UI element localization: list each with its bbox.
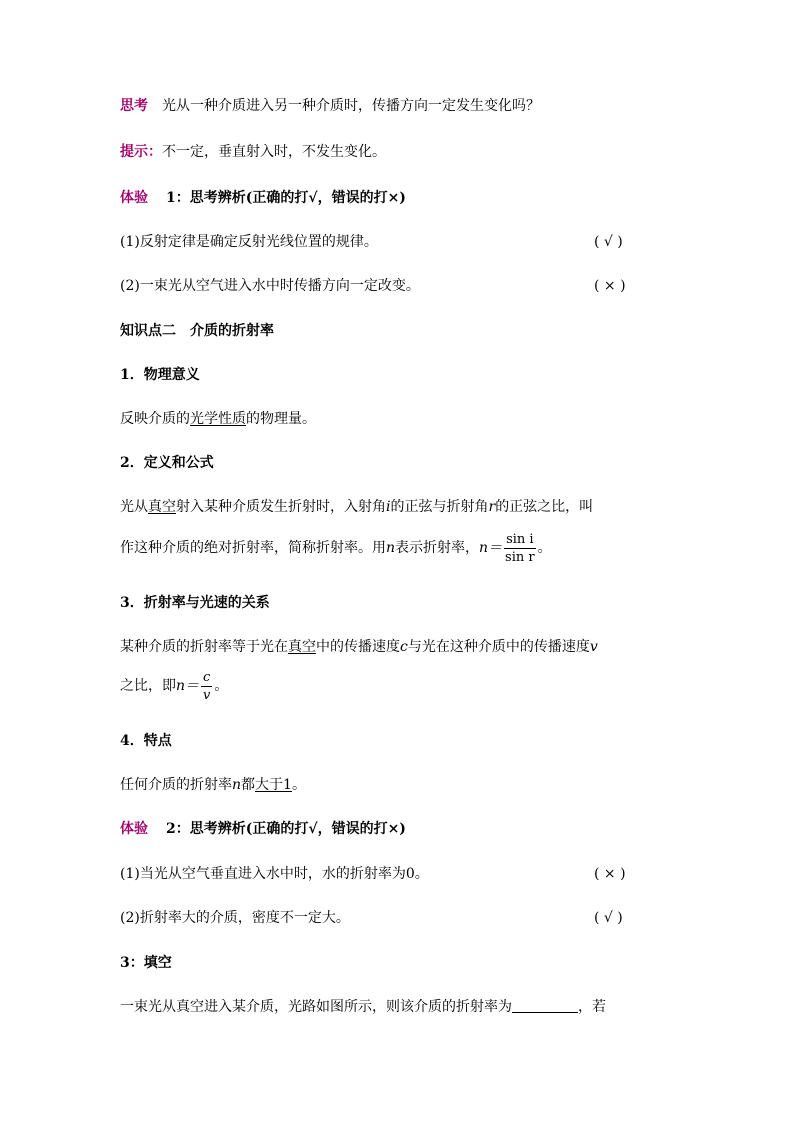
s2-l1-mid2: 的正弦与折射角: [390, 499, 489, 515]
s4-body: [120, 775, 306, 795]
s3-var-v: v: [589, 639, 598, 655]
experience-2-line: [120, 819, 406, 839]
exp2-item-2: [120, 908, 680, 928]
s3-var-c: c: [400, 639, 408, 655]
s2-var-r: r: [488, 499, 496, 515]
experience-2-text: 2：思考辨析(正确的打√，错误的打×): [166, 821, 406, 837]
s2-var-n: n: [386, 540, 396, 556]
s2-l1-underline: 真空: [148, 499, 176, 515]
s1-text-post: 的物理量。: [246, 411, 316, 427]
hint-line: [120, 142, 386, 162]
exp1-item-1-text: (1)反射定律是确定反射光线位置的规律。: [120, 234, 378, 250]
s1-body: [120, 409, 316, 429]
think-line: [120, 96, 540, 116]
s3-frac-num: c: [203, 669, 211, 685]
s3-line-1: [120, 637, 598, 657]
s1-text-pre: 反映介质的: [120, 411, 190, 427]
s3-l2-post: 。: [214, 678, 229, 694]
experience-1-text: 1：思考辨析(正确的打√，错误的打×): [166, 190, 406, 206]
exp1-item-1-mark: ( √ ): [594, 234, 623, 250]
s2-var-i: i: [386, 499, 391, 515]
experience-1-tag: 体验: [120, 190, 148, 206]
s2-line-1: [120, 497, 593, 517]
think-tag: 思考: [120, 98, 148, 114]
exp2-item-2-text: (2)折射率大的介质，密度不一定大。: [120, 910, 350, 926]
s3-line-2: [120, 668, 228, 704]
s3-l1-underline: 真空: [288, 639, 316, 655]
exp1-item-2-mark: ( × ): [594, 278, 626, 294]
s3-l1-mid2: 与光在这种介质中的传播速度: [407, 639, 590, 655]
s3-l1-mid: 中的传播速度: [316, 639, 400, 655]
s2-l2-pre: 作这种介质的绝对折射率，简称折射率。用: [120, 540, 386, 556]
s4-heading: 4．特点: [120, 733, 172, 749]
s2-l1-post: 的正弦之比，叫: [495, 499, 594, 515]
s3-frac-den: v: [202, 687, 211, 703]
s3-fraction: [201, 669, 212, 704]
exp2-item-1: [120, 864, 680, 884]
s2-fraction: [504, 531, 536, 566]
s4-pre: 任何介质的折射率: [120, 777, 232, 793]
s2-l1-mid: 射入某种介质发生折射时，入射角: [176, 499, 386, 515]
s2-frac-num: sin i: [506, 531, 534, 547]
s3-l1-pre: 某种介质的折射率等于光在: [120, 639, 288, 655]
exp2-item-1-mark: ( × ): [594, 866, 626, 882]
answer-blank[interactable]: [512, 998, 578, 1013]
s3-eq-lhs: n＝: [176, 678, 200, 694]
s2-line-2: [120, 530, 552, 566]
q3-heading: 3：填空: [120, 955, 172, 971]
s4-mid: 都: [241, 777, 256, 793]
s2-l1-pre: 光从: [120, 499, 148, 515]
experience-2-tag: 体验: [120, 821, 148, 837]
exp1-item-1: [120, 232, 680, 252]
s3-heading: 3．折射率与光速的关系: [120, 595, 270, 611]
q3-pre: 一束光从真空进入某介质，光路如图所示，则该介质的折射率为: [120, 999, 512, 1015]
think-question: 光从一种介质进入另一种介质时，传播方向一定发生变化吗？: [162, 98, 540, 114]
s1-underline: 光学性质: [190, 411, 246, 427]
s2-heading: 2．定义和公式: [120, 455, 214, 471]
exp1-item-2-text: (2)一束光从空气进入水中时传播方向一定改变。: [120, 278, 420, 294]
s2-eq-lhs: n＝: [479, 540, 503, 556]
s1-heading: 1．物理意义: [120, 367, 200, 383]
exp1-item-2: [120, 276, 680, 296]
s4-post: 。: [291, 777, 306, 793]
experience-1-line: [120, 188, 406, 208]
s2-frac-den: sin r: [505, 549, 535, 565]
section-title: 知识点二 介质的折射率: [120, 323, 274, 339]
q3-body: [120, 997, 606, 1017]
s2-l2-post: 。: [537, 540, 552, 556]
exp2-item-2-mark: ( √ ): [594, 910, 623, 926]
s4-var-n: n: [232, 777, 242, 793]
exp2-item-1-text: (1)当光从空气垂直进入水中时，水的折射率为0。: [120, 866, 429, 882]
q3-post: ，若: [578, 999, 606, 1015]
s2-l2-mid: 表示折射率，: [395, 540, 480, 556]
s4-underline: 大于1: [255, 777, 292, 793]
s3-l2-pre: 之比，即: [120, 678, 176, 694]
hint-text: 不一定，垂直射入时，不发生变化。: [162, 144, 386, 160]
hint-tag: 提示：: [120, 144, 162, 160]
